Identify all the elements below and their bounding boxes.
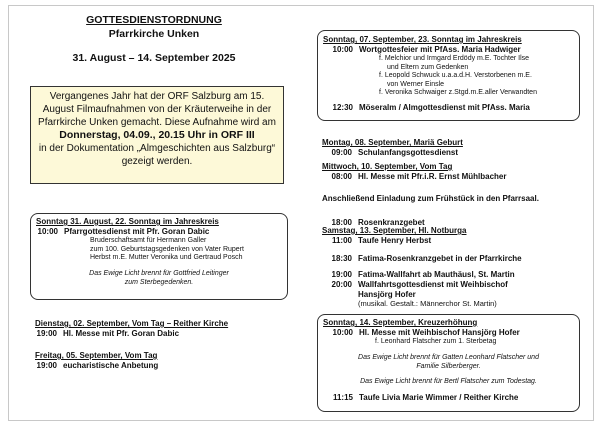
event-row bbox=[322, 172, 539, 182]
notice-intro: Vergangenes Jahr hat der ORF Salzburg am 15. August Filmaufnahmen von der Kräuterweihe in der Pfarrkirche Unken gemacht. Diese Aufnahme wird am bbox=[38, 91, 276, 128]
event-time: 20:00 bbox=[331, 280, 352, 289]
event-time: 11:00 bbox=[331, 236, 352, 245]
section-title: Sonntag 31. August, 22. Sonntag im Jahreskreis bbox=[36, 217, 219, 226]
event-time: 09:00 bbox=[331, 148, 352, 157]
saturday-sep13 bbox=[322, 226, 522, 309]
section-title: Sonntag, 14. September, Kreuzerhöhung bbox=[323, 318, 478, 327]
event-desc: Hl. Messe mit Pfr.i.R. Ernst Mühlbacher bbox=[358, 172, 507, 181]
event-row bbox=[323, 393, 574, 403]
note-line: Das Ewige Licht brennt für Gottfried Leitinger bbox=[89, 269, 229, 277]
section-title: Mittwoch, 10. September, Vom Tag bbox=[322, 162, 453, 171]
section-title: Montag, 08. September, Mariä Geburt bbox=[322, 138, 463, 147]
event-desc: Hansjörg Hofer bbox=[358, 290, 416, 299]
event-time: 11:15 bbox=[332, 392, 353, 402]
eternal-light-note bbox=[36, 269, 282, 287]
event-time: 18:00 bbox=[331, 218, 352, 227]
intentions bbox=[323, 55, 574, 98]
event-desc: Möseralm / Almgottesdienst mit PfAss. Maria bbox=[359, 102, 530, 112]
event-time: 19:00 bbox=[331, 270, 352, 279]
monday-sep08 bbox=[322, 138, 463, 158]
event-row bbox=[322, 270, 522, 280]
notice-outro: in der Dokumentation „Almgeschichten aus Salzburg“ gezeigt werden. bbox=[38, 143, 276, 167]
event-time: 19:00 bbox=[36, 329, 57, 338]
event-row bbox=[322, 148, 463, 158]
sunday-sep07-box bbox=[317, 30, 580, 121]
event-row bbox=[323, 45, 574, 55]
event-row bbox=[35, 329, 228, 339]
intention-item: zum 100. Geburtstagsgedenken von Vater Rupert bbox=[90, 245, 244, 253]
event-row bbox=[322, 254, 522, 264]
header bbox=[40, 14, 268, 65]
eternal-light-note-2: Das Ewige Licht brennt für Bertl Flatscher zum Todestag. bbox=[360, 377, 537, 385]
intention-item: f. Veronika Schwaiger z.Stgd.m.E.aller Verwandten bbox=[379, 89, 537, 97]
event-row bbox=[35, 361, 158, 371]
section-title: Dienstag, 02. September, Vom Tag – Reither Kirche bbox=[35, 319, 229, 328]
section-title: Samstag, 13. September, Hl. Notburga bbox=[322, 226, 467, 235]
event-time: 19:00 bbox=[36, 361, 57, 370]
intention-item: Herbst m.E. Mutter Veronika und Gertraud Posch bbox=[90, 254, 243, 262]
event-row bbox=[323, 103, 574, 113]
intention-item: von Werner Einsle bbox=[387, 80, 445, 88]
note-line: Das Ewige Licht brennt für Gatten Leonhard Flatscher und bbox=[358, 353, 539, 361]
event-desc: Taufe Henry Herbst bbox=[358, 236, 432, 245]
event-time: 10:00 bbox=[37, 227, 58, 236]
friday-sep05 bbox=[35, 351, 158, 371]
event-desc: eucharistische Anbetung bbox=[63, 361, 159, 370]
event-desc: Hl. Messe mit Pfr. Goran Dabic bbox=[63, 329, 180, 338]
page-title: GOTTESDIENSTORDNUNG bbox=[86, 14, 222, 26]
event-time: 18:30 bbox=[331, 254, 352, 263]
notice-airtime: Donnerstag, 04.09., 20.15 Uhr in ORF III bbox=[59, 129, 255, 142]
event-row bbox=[322, 280, 522, 290]
event-desc: Fatima-Wallfahrt ab Mauthäusl, St. Martin bbox=[358, 270, 515, 279]
event-desc: Taufe Livia Marie Wimmer / Reither Kirche bbox=[359, 392, 519, 402]
event-desc: Wallfahrtsgottesdienst mit Weihbischof bbox=[358, 280, 508, 289]
event-desc: Fatima-Rosenkranzgebet in der Pfarrkirche bbox=[358, 254, 522, 263]
event-row bbox=[322, 236, 522, 246]
intention-item: und Eltern zum Gedenken bbox=[387, 63, 469, 71]
date-range: 31. August – 14. September 2025 bbox=[72, 52, 236, 64]
wednesday-sep10 bbox=[322, 162, 539, 228]
intention-item: f. Melchior und Irmgard Erdödy m.E. Tochter Ilse bbox=[379, 55, 530, 62]
event-desc: Hl. Messe mit Weihbischof Hansjörg Hofer bbox=[359, 328, 520, 337]
event-desc: Rosenkranzgebet bbox=[358, 218, 425, 227]
notice-box bbox=[30, 86, 284, 184]
event-sub-row bbox=[322, 300, 522, 309]
intention-item: f. Leopold Schwuck u.a.a.d.H. Verstorbenen m.E. bbox=[379, 72, 532, 80]
event-time: 12:30 bbox=[332, 102, 353, 112]
event-time: 08:00 bbox=[331, 172, 352, 181]
intention-item: Bruderschaftsamt für Hermann Galler bbox=[90, 237, 207, 244]
event-time: 10:00 bbox=[332, 45, 353, 54]
tuesday-sep02 bbox=[35, 319, 228, 339]
sunday-aug31-box bbox=[30, 213, 288, 300]
church-name: Pfarrkirche Unken bbox=[108, 28, 200, 40]
event-desc: Pfarrgottesdienst mit Pfr. Goran Dabic bbox=[64, 227, 210, 236]
note-line: zum Sterbegedenken. bbox=[124, 278, 194, 286]
breakfast-invite: Anschließend Einladung zum Frühstück in den Pfarrsaal. bbox=[322, 194, 539, 203]
note-line: Familie Silberberger. bbox=[416, 362, 481, 370]
event-row bbox=[323, 328, 574, 338]
event-sub: (musikal. Gestalt.: Männerchor St. Martin) bbox=[358, 299, 497, 308]
section-title: Sonntag, 07. September, 23. Sonntag im Jahreskreis bbox=[323, 35, 522, 44]
event-time: 10:00 bbox=[332, 328, 353, 337]
event-row bbox=[36, 227, 282, 237]
intention-item: f. Leonhard Flatscher zum 1. Sterbetag bbox=[375, 338, 497, 345]
eternal-light-note bbox=[323, 353, 574, 371]
sunday-sep14-box bbox=[317, 314, 580, 412]
intentions bbox=[36, 237, 282, 263]
section-title: Freitag, 05. September, Vom Tag bbox=[35, 351, 158, 360]
event-desc: Schulanfangsgottesdienst bbox=[358, 148, 459, 157]
event-desc: Wortgottesfeier mit PfAss. Maria Hadwiger bbox=[359, 45, 521, 54]
